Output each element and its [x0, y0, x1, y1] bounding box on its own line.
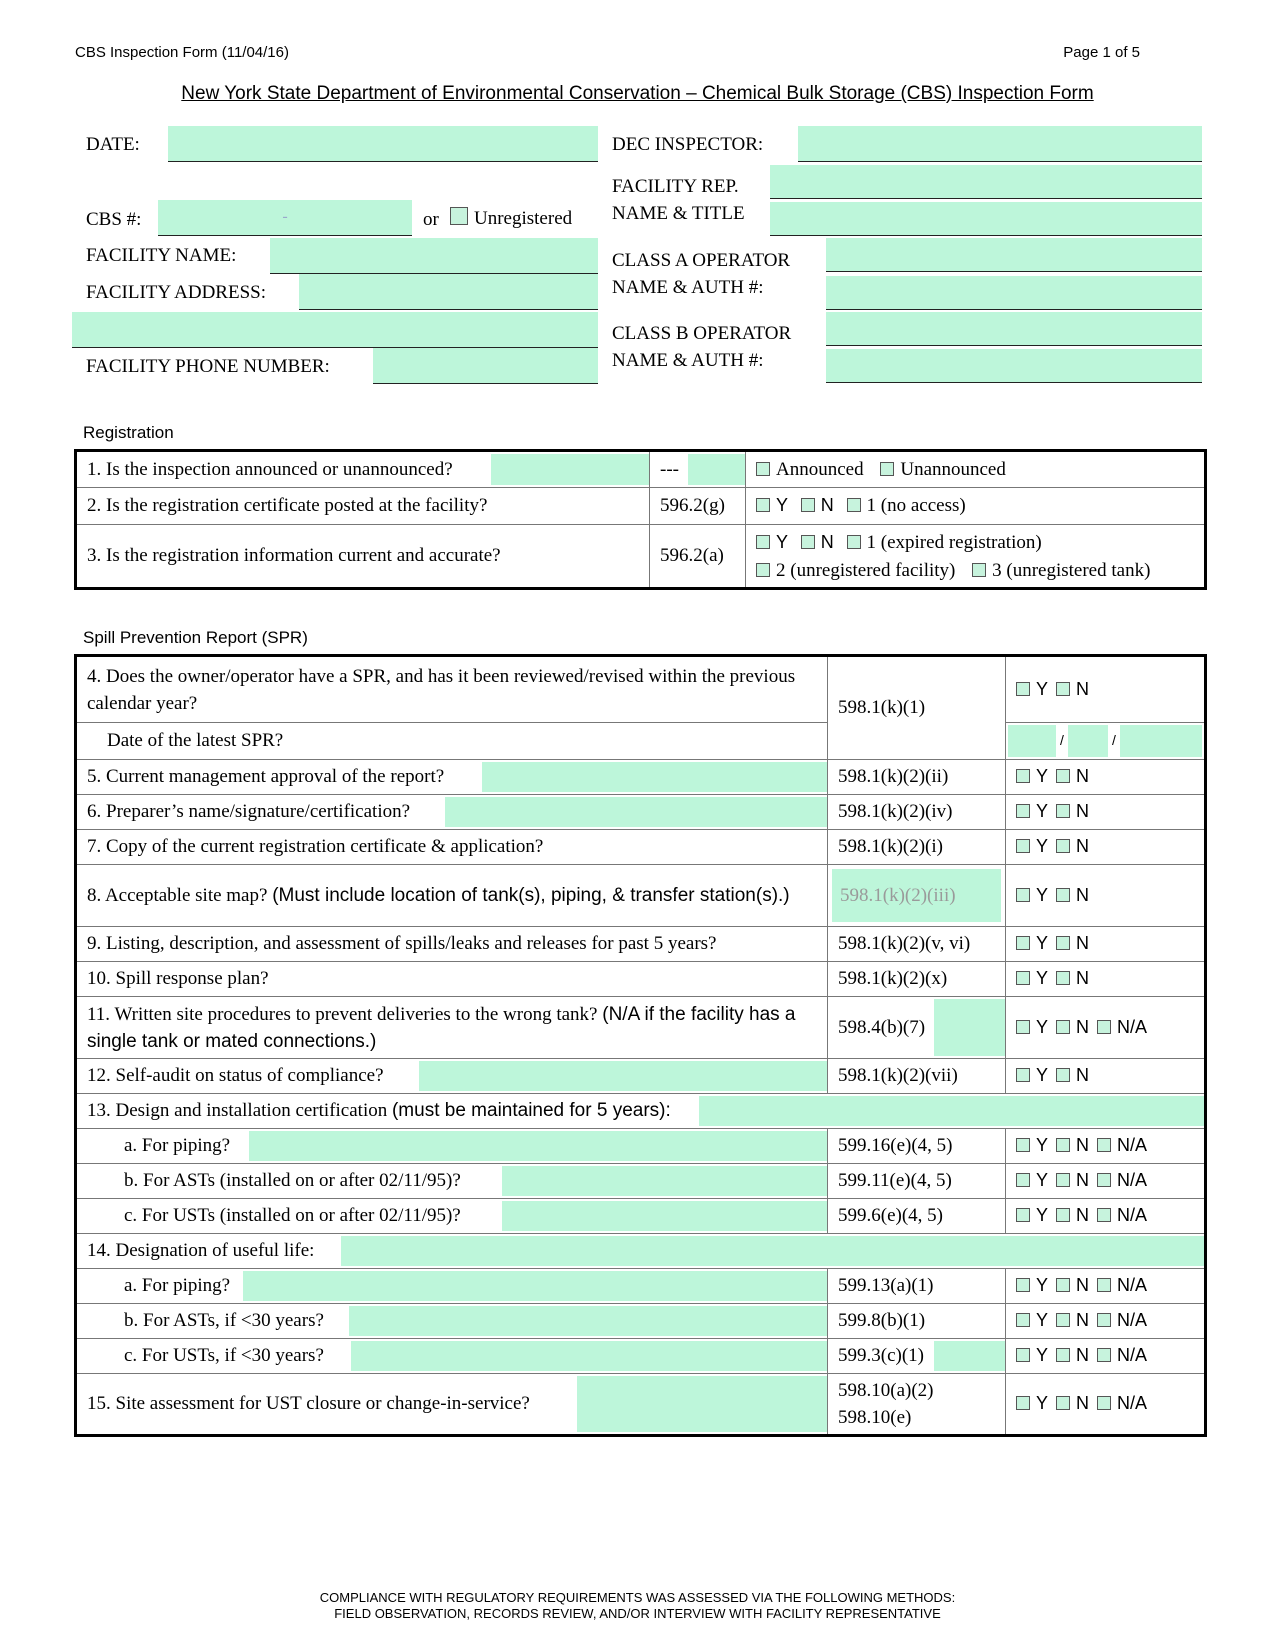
q14a-no-checkbox[interactable] — [1056, 1278, 1070, 1292]
q1-field[interactable] — [491, 454, 649, 485]
form-name: CBS Inspection Form (11/04/16) — [75, 44, 289, 61]
q7-ref: 598.1(k)(2)(i) — [828, 830, 1006, 865]
q14b-text: b. For ASTs, if <30 years? — [124, 1310, 324, 1331]
table-row — [76, 760, 1206, 795]
q14a-yes-label: Y — [1036, 1275, 1049, 1295]
q13-note: (must be maintained for 5 years): — [391, 1100, 671, 1121]
q13a-no-label: N — [1076, 1135, 1090, 1155]
q3-expired-label: 1 (expired registration) — [866, 531, 1042, 553]
q5-text: 5. Current management approval of the report? — [87, 766, 445, 787]
facility-phone-label: FACILITY PHONE NUMBER: — [86, 356, 330, 377]
registration-section-title: Registration — [83, 423, 174, 442]
q2-no-access-checkbox[interactable] — [847, 498, 861, 512]
q11-na-checkbox[interactable] — [1097, 1020, 1111, 1034]
q14c-yes-label: Y — [1036, 1345, 1049, 1365]
q15-no-checkbox[interactable] — [1056, 1396, 1070, 1410]
q13c-ref: 599.6(e)(4, 5) — [828, 1199, 1006, 1234]
facility-rep-title-field[interactable] — [770, 202, 1202, 236]
q12-yes-checkbox[interactable] — [1016, 1068, 1030, 1082]
facility-name-field[interactable] — [270, 238, 598, 274]
q14b-yes-label: Y — [1036, 1310, 1049, 1330]
q1-ref: --- — [660, 458, 679, 480]
q13c-yes-label: Y — [1036, 1205, 1049, 1225]
q8-yes-label: Y — [1036, 884, 1049, 905]
q13a-na-label: N/A — [1117, 1135, 1148, 1155]
cbs-number-field[interactable] — [158, 200, 412, 236]
q13a-text: a. For piping? — [124, 1135, 231, 1156]
class-b-label-1: CLASS B OPERATOR — [612, 323, 792, 344]
q14-text: 14. Designation of useful life: — [87, 1240, 315, 1261]
q10-yes-checkbox[interactable] — [1016, 971, 1030, 985]
q9-text: 9. Listing, description, and assessment of spills/leaks and releases for past 5 years? — [76, 927, 828, 962]
q6-yes-checkbox[interactable] — [1016, 804, 1030, 818]
q9-no-checkbox[interactable] — [1056, 936, 1070, 950]
q7-yes-checkbox[interactable] — [1016, 839, 1030, 853]
q9-no-label: N — [1076, 933, 1090, 953]
q7-no-checkbox[interactable] — [1056, 839, 1070, 853]
q13a-ref: 599.16(e)(4, 5) — [828, 1129, 1006, 1164]
q4-text: 4. Does the owner/operator have a SPR, and has it been reviewed/revised within the previous calendar year? — [76, 656, 828, 723]
q10-no-label: N — [1076, 968, 1090, 988]
q8-no-label: N — [1076, 884, 1090, 905]
q6-yes-label: Y — [1036, 801, 1049, 821]
q13c-no-label: N — [1076, 1205, 1090, 1225]
table-row — [76, 962, 1206, 997]
q11-no-label: N — [1076, 1016, 1090, 1037]
class-b-auth-field[interactable] — [826, 349, 1202, 383]
q3-ref: 596.2(a) — [650, 525, 746, 589]
spr-date-sep2: / — [1112, 732, 1116, 748]
q2-yes-checkbox[interactable] — [756, 498, 770, 512]
q8-no-checkbox[interactable] — [1056, 888, 1070, 902]
dec-inspector-label: DEC INSPECTOR: — [612, 134, 764, 155]
q9-yes-label: Y — [1036, 933, 1049, 953]
q14c-yes-checkbox[interactable] — [1016, 1348, 1030, 1362]
q5-ref: 598.1(k)(2)(ii) — [828, 760, 1006, 795]
q4-no-label: N — [1076, 678, 1090, 699]
q13c-na-label: N/A — [1117, 1205, 1148, 1225]
spr-table — [74, 654, 1207, 1437]
q15-ref2: 598.10(e) — [838, 1407, 912, 1428]
table-row — [76, 1339, 1206, 1374]
class-a-label-1: CLASS A OPERATOR — [612, 250, 791, 271]
q14a-ref: 599.13(a)(1) — [828, 1269, 1006, 1304]
unannounced-label: Unannounced — [900, 458, 1006, 480]
q15-yes-label: Y — [1036, 1393, 1049, 1413]
q13c-na-checkbox[interactable] — [1097, 1208, 1111, 1222]
q5-yes-label: Y — [1036, 766, 1049, 786]
q12-field[interactable] — [419, 1061, 827, 1091]
q13b-na-label: N/A — [1117, 1170, 1148, 1190]
unregistered-checkbox[interactable] — [450, 207, 468, 225]
q6-no-label: N — [1076, 801, 1090, 821]
q12-yes-label: Y — [1036, 1065, 1049, 1085]
table-row — [76, 1129, 1206, 1164]
class-b-label-2: NAME & AUTH #: — [612, 350, 764, 371]
table-row — [76, 1164, 1206, 1199]
q2-no-checkbox[interactable] — [801, 498, 815, 512]
cbs-dash: - — [282, 208, 288, 225]
q11-ref-field[interactable] — [934, 999, 1005, 1056]
q13b-no-label: N — [1076, 1170, 1090, 1190]
q6-no-checkbox[interactable] — [1056, 804, 1070, 818]
q11-yes-label: Y — [1036, 1016, 1049, 1037]
q14a-yes-checkbox[interactable] — [1016, 1278, 1030, 1292]
table-row — [76, 656, 1206, 723]
facility-rep-name-field[interactable] — [770, 165, 1202, 199]
q13a-na-checkbox[interactable] — [1097, 1138, 1111, 1152]
unannounced-checkbox[interactable] — [880, 462, 894, 476]
spr-date-sep1: / — [1060, 732, 1064, 748]
q13b-field[interactable] — [502, 1166, 827, 1196]
q13a-field[interactable] — [249, 1131, 827, 1161]
q10-text: 10. Spill response plan? — [76, 962, 828, 997]
registration-table — [74, 449, 1207, 590]
or-label: or — [423, 209, 439, 230]
page-title: New York State Department of Environmental Conservation – Chemical Bulk Storage (CBS) Inspection Form — [181, 83, 1094, 104]
q5-no-label: N — [1076, 766, 1090, 786]
q10-yes-label: Y — [1036, 968, 1049, 988]
q14a-field[interactable] — [243, 1271, 827, 1301]
q6-text: 6. Preparer’s name/signature/certification? — [87, 801, 411, 822]
class-a-name-field[interactable] — [826, 238, 1202, 272]
q14b-no-label: N — [1076, 1310, 1090, 1330]
footer-line-2: FIELD OBSERVATION, RECORDS REVIEW, AND/OR INTERVIEW WITH FACILITY REPRESENTATIVE — [334, 1606, 941, 1621]
q13-field[interactable] — [699, 1096, 1204, 1126]
q3-unreg-facility-checkbox[interactable] — [756, 563, 770, 577]
q5-yes-checkbox[interactable] — [1016, 769, 1030, 783]
date-field[interactable] — [168, 126, 598, 162]
q14c-no-checkbox[interactable] — [1056, 1348, 1070, 1362]
q9-yes-checkbox[interactable] — [1016, 936, 1030, 950]
unregistered-label: Unregistered — [474, 208, 573, 229]
q14c-text: c. For USTs, if <30 years? — [124, 1345, 324, 1366]
page-number: Page 1 of 5 — [1063, 44, 1140, 61]
q3-unreg-facility-label: 2 (unregistered facility) — [776, 559, 956, 581]
q7-yes-label: Y — [1036, 836, 1049, 856]
facility-address-label: FACILITY ADDRESS: — [86, 282, 266, 303]
q14c-ref: 599.3(c)(1) — [838, 1345, 924, 1366]
q3-yes-checkbox[interactable] — [756, 535, 770, 549]
spr-date-month[interactable] — [1008, 725, 1056, 757]
q13a-yes-label: Y — [1036, 1135, 1049, 1155]
table-row — [76, 1269, 1206, 1304]
facility-address-line2-field[interactable] — [72, 312, 598, 348]
table-row — [76, 927, 1206, 962]
dec-inspector-field[interactable] — [798, 126, 1202, 162]
date-label: DATE: — [86, 134, 140, 155]
q14a-na-label: N/A — [1117, 1275, 1148, 1295]
q12-no-checkbox[interactable] — [1056, 1068, 1070, 1082]
q5-no-checkbox[interactable] — [1056, 769, 1070, 783]
q3-yes-label: Y — [776, 531, 789, 552]
spr-section-title: Spill Prevention Report (SPR) — [83, 628, 308, 647]
q13a-no-checkbox[interactable] — [1056, 1138, 1070, 1152]
table-row — [76, 1199, 1206, 1234]
q11-yes-checkbox[interactable] — [1016, 1020, 1030, 1034]
q14b-ref: 599.8(b)(1) — [828, 1304, 1006, 1339]
q13b-ref: 599.11(e)(4, 5) — [828, 1164, 1006, 1199]
q13b-no-checkbox[interactable] — [1056, 1173, 1070, 1187]
q13c-text: c. For USTs (installed on or after 02/11/95)? — [124, 1205, 461, 1226]
q15-na-checkbox[interactable] — [1097, 1396, 1111, 1410]
q14b-na-checkbox[interactable] — [1097, 1313, 1111, 1327]
table-row — [76, 451, 1206, 488]
q13b-yes-label: Y — [1036, 1170, 1049, 1190]
q15-text: 15. Site assessment for UST closure or change-in-service? — [87, 1393, 530, 1414]
q13-text: 13. Design and installation certification — [87, 1100, 388, 1121]
q14b-yes-checkbox[interactable] — [1016, 1313, 1030, 1327]
q13c-no-checkbox[interactable] — [1056, 1208, 1070, 1222]
table-row — [76, 723, 1206, 760]
q15-yes-checkbox[interactable] — [1016, 1396, 1030, 1410]
q13b-na-checkbox[interactable] — [1097, 1173, 1111, 1187]
q1-ref-field[interactable] — [688, 454, 745, 485]
q15-na-label: N/A — [1117, 1393, 1148, 1413]
q15-no-label: N — [1076, 1393, 1090, 1413]
q12-text: 12. Self-audit on status of compliance? — [87, 1065, 384, 1086]
q8-text: 8. Acceptable site map? — [87, 885, 268, 906]
q3-no-checkbox[interactable] — [801, 535, 815, 549]
spr-date-year[interactable] — [1120, 725, 1202, 757]
q9-ref: 598.1(k)(2)(v, vi) — [828, 927, 1006, 962]
q14-field[interactable] — [341, 1236, 1204, 1266]
table-row — [76, 1094, 1206, 1129]
facility-name-label: FACILITY NAME: — [86, 245, 237, 266]
q5-field[interactable] — [482, 762, 827, 792]
q10-ref: 598.1(k)(2)(x) — [828, 962, 1006, 997]
q2-no-label: N — [820, 495, 834, 515]
q15-field[interactable] — [577, 1376, 827, 1432]
table-row — [76, 865, 1206, 927]
q11-ref: 598.4(b)(7) — [838, 1016, 926, 1038]
class-b-name-field[interactable] — [826, 312, 1202, 346]
table-row — [76, 488, 1206, 525]
q6-ref: 598.1(k)(2)(iv) — [828, 795, 1006, 830]
q14c-ref-field[interactable] — [934, 1341, 1005, 1371]
q2-text: 2. Is the registration certificate posted at the facility? — [76, 488, 650, 525]
q3-no-label: N — [820, 531, 834, 552]
q14c-no-label: N — [1076, 1345, 1090, 1365]
q3-unreg-tank-label: 3 (unregistered tank) — [992, 559, 1151, 581]
q2-yes-label: Y — [776, 495, 789, 515]
q4-no-checkbox[interactable] — [1056, 682, 1070, 696]
announced-checkbox[interactable] — [756, 462, 770, 476]
table-row — [76, 1304, 1206, 1339]
q8-ref-field[interactable]: 598.1(k)(2)(iii) — [832, 869, 1001, 922]
q2-no-access-label: 1 (no access) — [866, 495, 966, 516]
q10-no-checkbox[interactable] — [1056, 971, 1070, 985]
q14b-na-label: N/A — [1117, 1310, 1148, 1330]
table-row — [76, 795, 1206, 830]
q13c-field[interactable] — [502, 1201, 827, 1231]
q4-sub-text: Date of the latest SPR? — [76, 723, 828, 760]
facility-address-field[interactable] — [299, 274, 598, 310]
q13a-yes-checkbox[interactable] — [1016, 1138, 1030, 1152]
q3-unreg-tank-checkbox[interactable] — [972, 563, 986, 577]
q8-yes-checkbox[interactable] — [1016, 888, 1030, 902]
q12-ref: 598.1(k)(2)(vii) — [828, 1059, 1006, 1094]
table-row — [76, 997, 1206, 1059]
q3-text: 3. Is the registration information current and accurate? — [76, 525, 650, 589]
q14b-no-checkbox[interactable] — [1056, 1313, 1070, 1327]
q14a-text: a. For piping? — [124, 1275, 231, 1296]
table-row — [76, 1374, 1206, 1436]
facility-phone-field[interactable] — [373, 348, 598, 384]
q13c-yes-checkbox[interactable] — [1016, 1208, 1030, 1222]
class-a-auth-field[interactable] — [826, 276, 1202, 310]
q3-expired-checkbox[interactable] — [847, 535, 861, 549]
announced-label: Announced — [776, 458, 864, 480]
q11-no-checkbox[interactable] — [1056, 1020, 1070, 1034]
spr-date-day[interactable] — [1068, 725, 1108, 757]
q14c-na-label: N/A — [1117, 1345, 1148, 1365]
q4-yes-label: Y — [1036, 678, 1049, 699]
q2-ref: 596.2(g) — [650, 488, 746, 525]
q12-no-label: N — [1076, 1065, 1090, 1085]
q8-note: (Must include location of tank(s), piping, & transfer station(s).) — [272, 885, 790, 906]
cbs-number-label: CBS #: — [86, 209, 142, 230]
q14b-field[interactable] — [349, 1306, 827, 1336]
facility-rep-label-1: FACILITY REP. — [612, 176, 739, 197]
q7-no-label: N — [1076, 836, 1090, 856]
q6-field[interactable] — [445, 797, 827, 827]
q11-text: 11. Written site procedures to prevent deliveries to the wrong tank? — [87, 1003, 598, 1025]
q11-note: (N/A if the facility has a single tank or mated connections.) — [87, 1003, 796, 1052]
table-row — [76, 830, 1206, 865]
q4-yes-checkbox[interactable] — [1016, 682, 1030, 696]
q14c-field[interactable] — [351, 1341, 827, 1371]
class-a-label-2: NAME & AUTH #: — [612, 277, 764, 298]
q14a-na-checkbox[interactable] — [1097, 1278, 1111, 1292]
q13b-yes-checkbox[interactable] — [1016, 1173, 1030, 1187]
q7-text: 7. Copy of the current registration certificate & application? — [76, 830, 828, 865]
facility-rep-label-2: NAME & TITLE — [612, 203, 745, 224]
q14a-no-label: N — [1076, 1275, 1090, 1295]
q11-na-label: N/A — [1117, 1016, 1148, 1037]
table-row — [76, 525, 1206, 589]
q15-ref1: 598.10(a)(2) — [838, 1380, 934, 1401]
table-row — [76, 1234, 1206, 1269]
q13b-text: b. For ASTs (installed on or after 02/11/95)? — [124, 1170, 461, 1191]
footer-line-1: COMPLIANCE WITH REGULATORY REQUIREMENTS WAS ASSESSED VIA THE FOLLOWING METHODS: — [319, 1590, 956, 1605]
q14c-na-checkbox[interactable] — [1097, 1348, 1111, 1362]
table-row — [76, 1059, 1206, 1094]
q1-text: 1. Is the inspection announced or unannounced? — [87, 458, 453, 480]
q4-ref: 598.1(k)(1) — [828, 656, 1006, 760]
